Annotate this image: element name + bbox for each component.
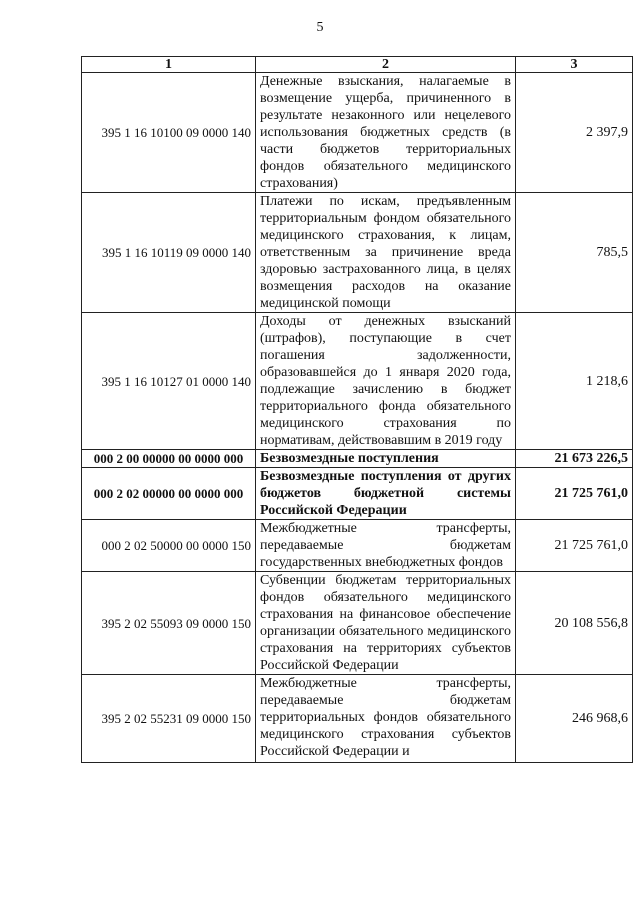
row-amount: 21 673 226,5	[516, 450, 633, 468]
revenue-table	[81, 56, 633, 763]
row-amount: 20 108 556,8	[516, 572, 633, 675]
row-amount: 2 397,9	[516, 73, 633, 193]
column-header-code: 1	[82, 57, 256, 73]
table-row	[82, 313, 633, 450]
table-row	[82, 193, 633, 313]
row-amount: 246 968,6	[516, 675, 633, 763]
row-description: Безвозмездные поступления от других бюджетов бюджетной системы Российской Федерации	[256, 468, 516, 520]
row-description: Субвенции бюджетам территориальных фондов обязательного медицинского страхования на финансовое обеспечение организации обязательного медицинского страхования на территориях субъектов Российской Федерации	[256, 572, 516, 675]
row-amount: 21 725 761,0	[516, 468, 633, 520]
column-header-description: 2	[256, 57, 516, 73]
table-row-subtotal	[82, 468, 633, 520]
table-row	[82, 675, 633, 763]
row-code: 395 1 16 10100 09 0000 140	[82, 73, 256, 193]
row-code: 395 2 02 55093 09 0000 150	[82, 572, 256, 675]
column-header-amount: 3	[516, 57, 633, 73]
table-row	[82, 73, 633, 193]
table-row	[82, 520, 633, 572]
table-header-row	[82, 57, 633, 73]
row-amount: 1 218,6	[516, 313, 633, 450]
row-amount: 21 725 761,0	[516, 520, 633, 572]
row-code: 395 1 16 10127 01 0000 140	[82, 313, 256, 450]
row-code: 000 2 00 00000 00 0000 000	[82, 450, 256, 468]
page-number: 5	[316, 20, 324, 35]
row-amount: 785,5	[516, 193, 633, 313]
row-code: 000 2 02 50000 00 0000 150	[82, 520, 256, 572]
row-description: Межбюджетные трансферты, передаваемые бюджетам территориальных фондов обязательного медицинского страхования субъектов Российской Федерации и	[260, 676, 511, 759]
row-description: Доходы от денежных взысканий (штрафов), поступающие в счет погашения задолженности, образовавшейся до 1 января 2020 года, подлежащие зачислению в бюджет территориального фонда обязательного медицинского страхования по нормативам, действовавшим в 2019 году	[256, 313, 516, 450]
row-description: Безвозмездные поступления	[256, 450, 516, 468]
row-description: Межбюджетные трансферты, передаваемые бюджетам государственных внебюджетных фондов	[256, 520, 516, 572]
row-code: 395 1 16 10119 09 0000 140	[82, 193, 256, 313]
row-code: 000 2 02 00000 00 0000 000	[82, 468, 256, 520]
table-row	[82, 572, 633, 675]
table-row-total	[82, 450, 633, 468]
row-description: Денежные взыскания, налагаемые в возмещение ущерба, причиненного в результате незаконного или нецелевого использования бюджетных средств (в части бюджетов территориальных фондов обязательного медицинского страхования)	[256, 73, 516, 193]
row-description: Платежи по искам, предъявленным территориальным фондом обязательного медицинского страхования, к лицам, ответственным за причинение вреда здоровью застрахованного лица, в целях возмещения расходов на оказание медицинской помощи	[256, 193, 516, 313]
row-description-cell	[256, 675, 516, 763]
row-code: 395 2 02 55231 09 0000 150	[82, 675, 256, 763]
